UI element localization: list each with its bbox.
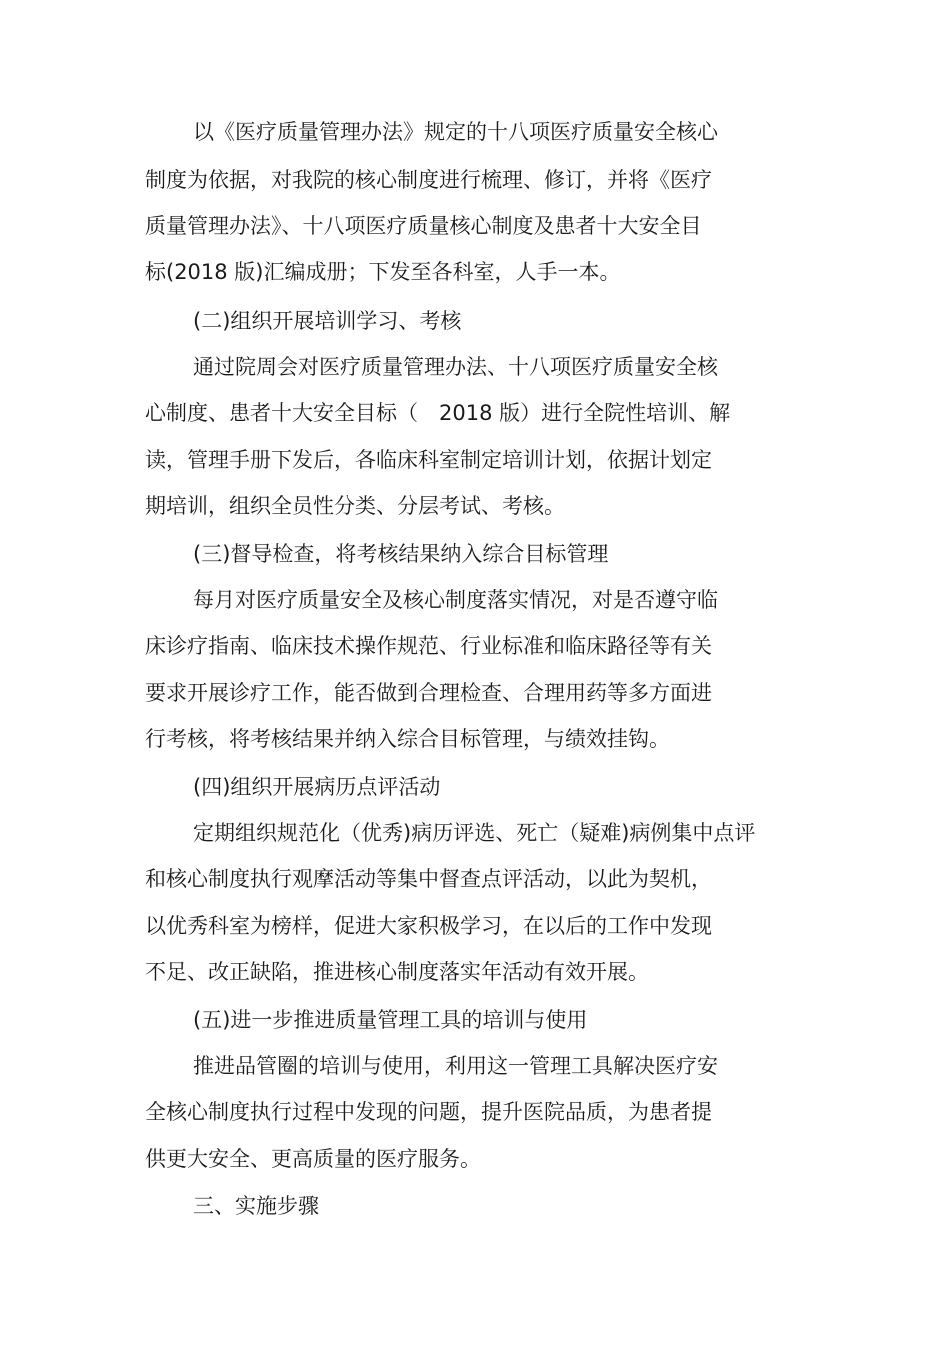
section-heading: (五)进一步推进质量管理工具的培训与使用 xyxy=(193,1008,588,1032)
paragraph-line: 供更大安全、更高质量的医疗服务。 xyxy=(145,1147,481,1171)
paragraph-line: 心制度、患者十大安全目标（ 2018 版）进行全院性培训、解 xyxy=(145,401,731,425)
paragraph-line: 以《医疗质量管理办法》规定的十八项医疗质量安全核心 xyxy=(193,120,718,144)
paragraph-line: 通过院周会对医疗质量管理办法、十八项医疗质量安全核 xyxy=(193,355,718,379)
paragraph-line: 和核心制度执行观摩活动等集中督查点评活动，以此为契机， xyxy=(145,867,712,891)
paragraph-line: 质量管理办法》、十八项医疗质量核心制度及患者十大安全目 xyxy=(145,214,702,238)
paragraph-line: 以优秀科室为榜样，促进大家积极学习，在以后的工作中发现 xyxy=(145,914,712,938)
section-heading: 三、实施步骤 xyxy=(193,1194,319,1218)
section-heading: (四)组织开展病历点评活动 xyxy=(193,775,441,799)
section-heading: (二)组织开展培训学习、考核 xyxy=(193,309,462,333)
paragraph-line: 要求开展诊疗工作，能否做到合理检查、合理用药等多方面进 xyxy=(145,681,712,705)
paragraph-line: 定期组织规范化（优秀)病历评选、死亡（疑难)病例集中点评 xyxy=(193,821,756,845)
paragraph-line: 不足、改正缺陷，推进核心制度落实年活动有效开展。 xyxy=(145,960,649,984)
paragraph-line: 推进品管圈的培训与使用，利用这一管理工具解决医疗安 xyxy=(193,1054,718,1078)
paragraph-line: 标(2018 版)汇编成册；下发至各科室，人手一本。 xyxy=(145,260,621,284)
paragraph-line: 制度为依据，对我院的核心制度进行梳理、修订，并将《医疗 xyxy=(145,168,712,192)
paragraph-line: 全核心制度执行过程中发现的问题，提升医院品质，为患者提 xyxy=(145,1100,712,1124)
paragraph-line: 每月对医疗质量安全及核心制度落实情况，对是否遵守临 xyxy=(193,588,718,612)
paragraph-line: 读，管理手册下发后，各临床科室制定培训计划，依据计划定 xyxy=(145,448,712,472)
paragraph-line: 行考核，将考核结果并纳入综合目标管理，与绩效挂钩。 xyxy=(145,727,670,751)
paragraph-line: 床诊疗指南、临床技术操作规范、行业标准和临床路径等有关 xyxy=(145,634,712,658)
paragraph-line: 期培训，组织全员性分类、分层考试、考核。 xyxy=(145,494,565,518)
section-heading: (三)督导检查，将考核结果纳入综合目标管理 xyxy=(193,542,609,566)
